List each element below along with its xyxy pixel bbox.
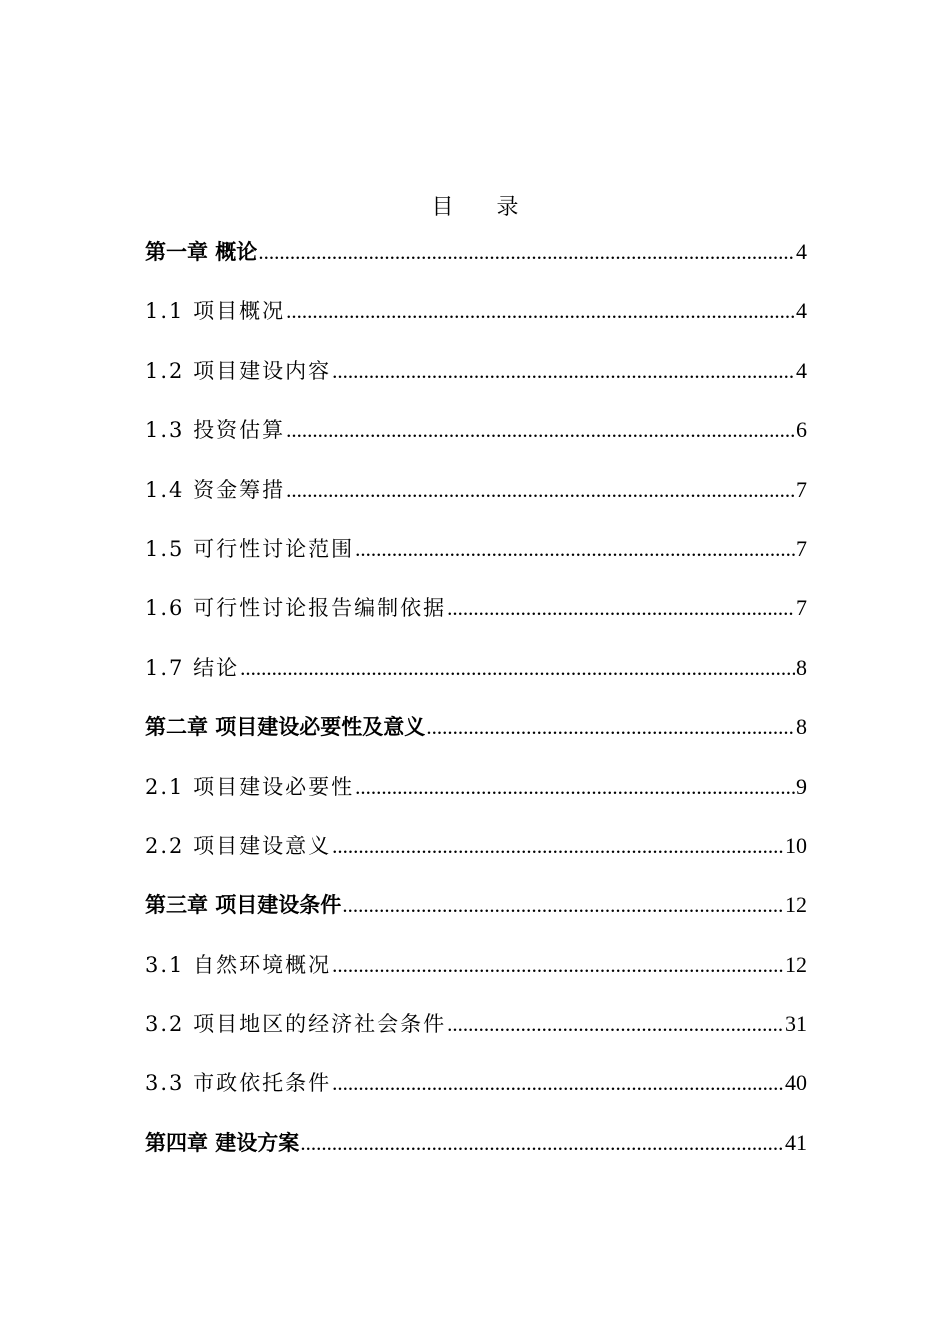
toc-dot-leader — [286, 410, 795, 450]
toc-entry-label: 3.2 项目地区的经济社会条件 — [145, 1012, 447, 1037]
toc-entry-label: 1.6 可行性讨论报告编制依据 — [145, 596, 447, 621]
toc-entry-label: 1.3 投资估算 — [145, 418, 286, 443]
toc-entry-label: 第三章 项目建设条件 — [145, 893, 342, 918]
toc-dot-leader — [300, 1123, 784, 1163]
toc-dot-leader — [286, 470, 795, 510]
table-of-contents — [145, 232, 807, 1182]
toc-entry[interactable] — [145, 826, 807, 885]
toc-entry[interactable] — [145, 351, 807, 410]
toc-entry-label: 1.7 结论 — [145, 655, 240, 680]
toc-entry-page: 8 — [796, 714, 807, 740]
toc-entry[interactable] — [145, 1123, 807, 1182]
toc-entry[interactable] — [145, 232, 807, 291]
toc-entry[interactable] — [145, 885, 807, 944]
toc-entry-page: 12 — [785, 951, 807, 977]
toc-entry-page: 4 — [796, 239, 807, 264]
toc-entry-label: 第四章 建设方案 — [145, 1130, 300, 1155]
toc-entry-page: 9 — [796, 773, 807, 799]
toc-entry-label: 2.1 项目建设必要性 — [145, 774, 355, 799]
toc-dot-leader — [332, 1063, 784, 1103]
toc-dot-leader — [258, 232, 795, 272]
toc-entry-label: 1.5 可行性讨论范围 — [145, 536, 355, 561]
toc-entry-page: 7 — [796, 535, 807, 561]
toc-dot-leader — [286, 291, 795, 331]
toc-dot-leader — [332, 351, 795, 391]
toc-dot-leader — [355, 767, 795, 807]
toc-entry[interactable] — [145, 707, 807, 766]
toc-entry-label: 1.1 项目概况 — [145, 299, 286, 324]
toc-dot-leader — [447, 1004, 784, 1044]
toc-dot-leader — [240, 648, 795, 688]
toc-entry[interactable] — [145, 648, 807, 707]
toc-dot-leader — [426, 707, 795, 747]
toc-entry-label: 第一章 概论 — [145, 240, 258, 264]
toc-entry[interactable] — [145, 1004, 807, 1063]
toc-dot-leader — [332, 826, 784, 866]
toc-entry-page: 8 — [796, 654, 807, 680]
toc-entry-page: 7 — [796, 595, 807, 621]
toc-entry-page: 6 — [796, 417, 807, 443]
toc-entry-label: 3.3 市政依托条件 — [145, 1071, 332, 1096]
toc-entry-page: 41 — [785, 1129, 807, 1155]
toc-entry-page: 4 — [796, 298, 807, 324]
toc-entry[interactable] — [145, 291, 807, 350]
toc-entry[interactable] — [145, 1063, 807, 1122]
toc-entry-page: 12 — [785, 892, 807, 918]
toc-entry-label: 1.4 资金筹措 — [145, 477, 286, 502]
toc-entry[interactable] — [145, 410, 807, 469]
toc-entry-page: 40 — [785, 1070, 807, 1096]
toc-entry-page: 4 — [796, 357, 807, 383]
toc-entry-label: 3.1 自然环境概况 — [145, 952, 332, 977]
toc-entry-label: 2.2 项目建设意义 — [145, 833, 332, 858]
toc-entry-page: 31 — [785, 1011, 807, 1037]
toc-entry-page: 10 — [785, 832, 807, 858]
toc-entry-label: 1.2 项目建设内容 — [145, 358, 332, 383]
toc-title: 目 录 — [431, 195, 537, 220]
toc-dot-leader — [447, 588, 795, 628]
toc-entry[interactable] — [145, 529, 807, 588]
toc-dot-leader — [355, 529, 795, 569]
toc-entry-label: 第二章 项目建设必要性及意义 — [145, 715, 426, 740]
toc-dot-leader — [332, 945, 784, 985]
toc-entry[interactable] — [145, 945, 807, 1004]
toc-entry-page: 7 — [796, 476, 807, 502]
toc-entry[interactable] — [145, 470, 807, 529]
toc-dot-leader — [342, 885, 784, 925]
toc-entry[interactable] — [145, 767, 807, 826]
toc-entry[interactable] — [145, 588, 807, 647]
